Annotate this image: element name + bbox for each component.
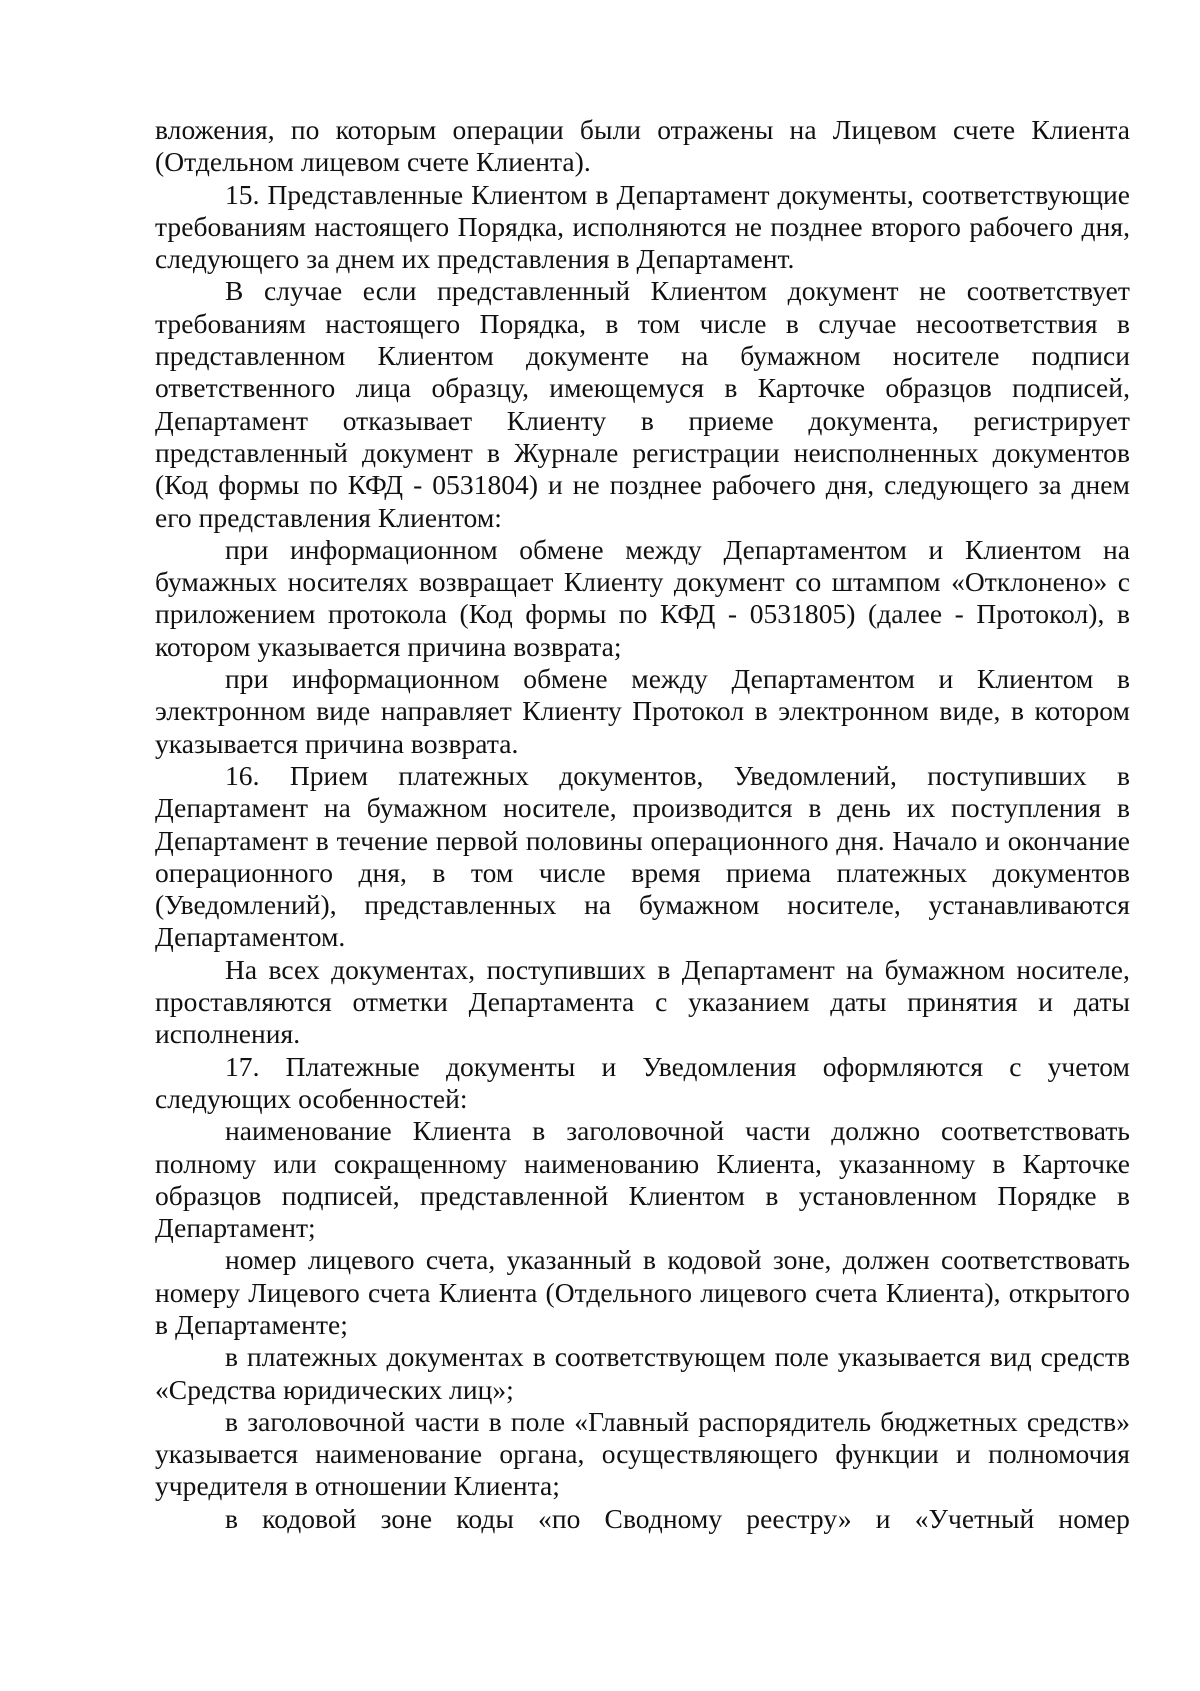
paragraph-item-16: 16. Прием платежных документов, Уведомлений, поступивших в Департамент на бумажном носителе, производится в день их поступления в Департамент в течение первой половины операционного дня. Начало и окончание операционного дня, в том числе время приема платежных документов (Уведомлений), представленных на бумажном носителе, устанавливаются Департаментом.: [155, 759, 1130, 953]
paragraph-marks: На всех документах, поступивших в Департамент на бумажном носителе, проставляются отметки Департамента с указанием даты принятия и даты исполнения.: [155, 953, 1130, 1050]
paragraph-funds-type: в платежных документах в соответствующем поле указывается вид средств «Средства юридических лиц»;: [155, 1341, 1130, 1405]
paragraph-paper-exchange: при информационном обмене между Департаментом и Клиентом на бумажных носителях возвращает Клиенту документ со штампом «Отклонено» с приложением протокола (Код формы по КФД - 0531805) (далее - Протокол), в котором указывается причина возврата;: [155, 533, 1130, 662]
document-page: [155, 114, 1130, 1535]
paragraph-client-name: наименование Клиента в заголовочной части должно соответствовать полному или сокращенному наименованию Клиента, указанному в Карточке образцов подписей, представленной Клиентом в установленном Порядке в Департамент;: [155, 1115, 1130, 1244]
paragraph-item-15: 15. Представленные Клиентом в Департамент документы, соответствующие требованиям настоящего Порядка, исполняются не позднее второго рабочего дня, следующего за днем их представления в Департамент.: [155, 178, 1130, 275]
paragraph-item-17: 17. Платежные документы и Уведомления оформляются с учетом следующих особенностей:: [155, 1050, 1130, 1114]
paragraph-electronic-exchange: при информационном обмене между Департаментом и Клиентом в электронном виде направляет Клиенту Протокол в электронном виде, в котором указывается причина возврата.: [155, 663, 1130, 759]
paragraph-main-manager: в заголовочной части в поле «Главный распорядитель бюджетных средств» указывается наименование органа, осуществляющего функции и полномочия учредителя в отношении Клиента;: [155, 1405, 1130, 1502]
paragraph-account-number: номер лицевого счета, указанный в кодовой зоне, должен соответствовать номеру Лицевого счета Клиента (Отдельного лицевого счета Клиента), открытого в Департаменте;: [155, 1244, 1130, 1340]
paragraph-refusal-case: В случае если представленный Клиентом документ не соответствует требованиям настоящего Порядка, в том числе в случае несоответствия в представленном Клиентом документе на бумажном носителе подписи ответственного лица образцу, имеющемуся в Карточке образцов подписей, Департамент отказывает Клиенту в приеме документа, регистрирует представленный документ в Журнале регистрации неисполненных документов (Код формы по КФД - 0531804) и не позднее рабочего дня, следующего за днем его представления Клиентом:: [155, 275, 1130, 533]
paragraph-code-zone: в кодовой зоне коды «по Сводному реестру» и «Учетный номер: [225, 1502, 1130, 1534]
paragraph-continuation: вложения, по которым операции были отражены на Лицевом счете Клиента (Отдельном лицевом счете Клиента).: [155, 114, 1130, 178]
